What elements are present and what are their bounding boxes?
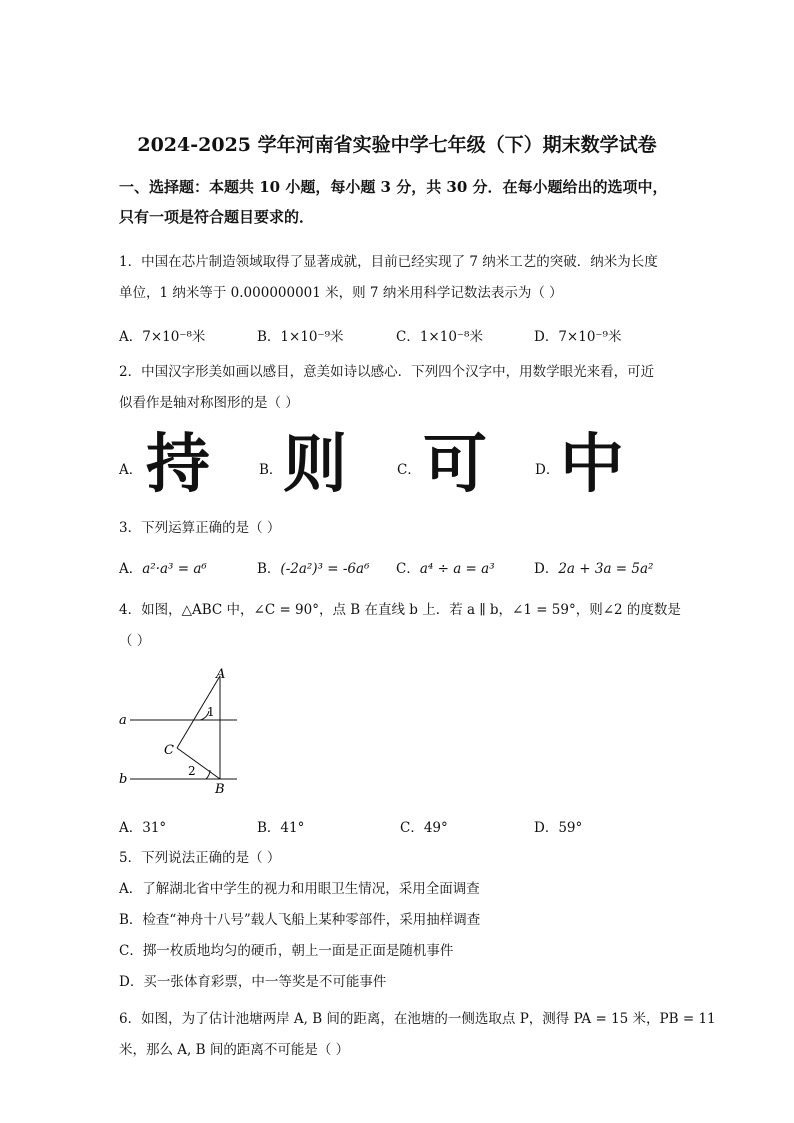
q4-option-b: B．41° bbox=[257, 820, 305, 836]
label-line-b: b bbox=[119, 772, 128, 787]
q3-option-c: C．a⁴ ÷ a = a³ bbox=[396, 561, 495, 577]
q1-option-d: D．7×10⁻⁹米 bbox=[534, 329, 622, 345]
question-5-stem: 5．下列说法正确的是（ ） bbox=[119, 850, 281, 866]
q4-option-a: A．31° bbox=[119, 820, 167, 836]
angle-2-arc bbox=[206, 770, 210, 779]
q1-option-c: C．1×10⁻⁸米 bbox=[396, 329, 483, 345]
q2-option-d-char: 中 bbox=[560, 428, 624, 502]
q2-option-b-label: B． bbox=[259, 462, 283, 478]
label-b-point: B bbox=[215, 782, 225, 797]
question-3-stem: 3．下列运算正确的是（ ） bbox=[119, 520, 281, 536]
q5-option-c: C．掷一枚质地均匀的硬币，朝上一面是正面是随机事件 bbox=[119, 943, 454, 959]
q2-option-a-char: 持 bbox=[146, 428, 210, 502]
label-line-a: a bbox=[119, 713, 127, 728]
label-angle-2: 2 bbox=[188, 764, 196, 778]
q2-option-c-label: C． bbox=[397, 462, 421, 478]
question-4-line2: （ ） bbox=[119, 633, 151, 649]
question-4-line1: 4．如图，△ABC 中，∠C = 90°，点 B 在直线 b 上．若 a ∥ b，∠1 = 59°，则∠2 的度数是 bbox=[119, 602, 681, 618]
q3-option-a: A．a²·a³ = a⁶ bbox=[119, 561, 207, 577]
question-6-line1: 6．如图，为了估计池塘两岸 A, B 间的距离，在池塘的一侧选取点 P，测得 PA = 15 米，PB = 11 bbox=[119, 1011, 716, 1027]
q4-figure bbox=[110, 662, 250, 802]
question-1-line1: 1．中国在芯片制造领域取得了显著成就，目前已经实现了 7 纳米工艺的突破．纳米为长度 bbox=[119, 254, 658, 270]
question-2-line2: 似看作是轴对称图形的是（ ） bbox=[119, 395, 299, 411]
q1-option-b: B．1×10⁻⁹米 bbox=[257, 329, 344, 345]
segment-cb bbox=[177, 748, 220, 779]
q3-option-b: B．(-2a²)³ = -6a⁶ bbox=[257, 561, 370, 577]
page-title: 2024-2025 学年河南省实验中学七年级（下）期末数学试卷 bbox=[137, 134, 657, 156]
label-c-point: C bbox=[164, 743, 174, 758]
q4-option-c: C．49° bbox=[400, 820, 448, 836]
q4-option-d: D．59° bbox=[534, 820, 583, 836]
q5-option-d: D．买一张体育彩票，中一等奖是不可能事件 bbox=[119, 974, 387, 990]
question-1-line2: 单位，1 纳米等于 0.000000001 米，则 7 纳米用科学记数法表示为（ ） bbox=[119, 285, 563, 301]
section-heading-line1: 一、选择题：本题共 10 小题，每小题 3 分，共 30 分．在每小题给出的选项中， bbox=[119, 178, 668, 196]
q2-option-b-char: 则 bbox=[283, 428, 347, 502]
q1-option-a: A．7×10⁻⁸米 bbox=[119, 329, 206, 345]
question-6-line2: 米，那么 A, B 间的距离不可能是（ ） bbox=[119, 1042, 350, 1058]
q2-option-c-char: 可 bbox=[423, 428, 487, 502]
q5-option-b: B．检查“神舟十八号”载人飞船上某种零部件，采用抽样调查 bbox=[119, 912, 481, 928]
q2-option-d-label: D． bbox=[535, 462, 560, 478]
question-2-line1: 2．中国汉字形美如画以感目，意美如诗以感心．下列四个汉字中，用数学眼光来看，可近 bbox=[119, 364, 655, 380]
label-a-point: A bbox=[216, 667, 226, 682]
q3-option-d: D．2a + 3a = 5a² bbox=[534, 561, 654, 577]
section-heading-line2: 只有一项是符合题目要求的． bbox=[119, 208, 315, 226]
q5-option-a: A．了解湖北省中学生的视力和用眼卫生情况，采用全面调查 bbox=[119, 881, 480, 897]
label-angle-1: 1 bbox=[207, 705, 215, 719]
q2-option-a-label: A． bbox=[119, 462, 143, 478]
